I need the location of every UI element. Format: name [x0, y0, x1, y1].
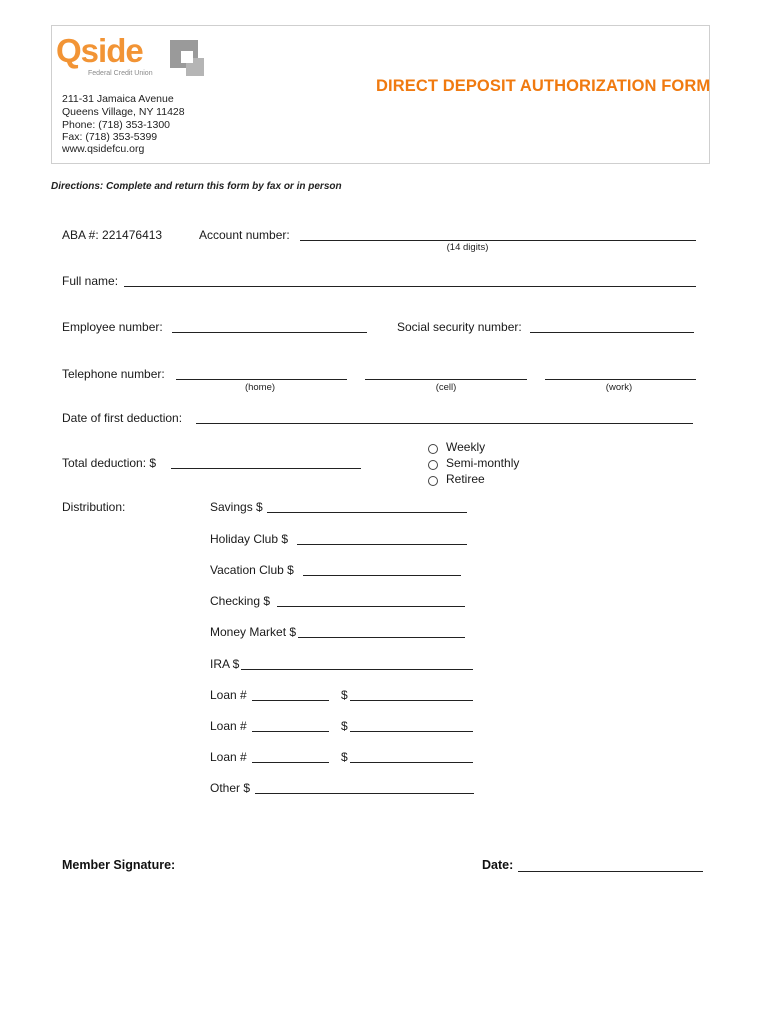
distribution-label: Distribution: — [62, 500, 126, 514]
member-signature-label: Member Signature: — [62, 858, 176, 872]
total-deduction-label: Total deduction: $ — [62, 456, 157, 470]
date-label: Date: — [482, 858, 514, 872]
telephone-label: Telephone number: — [62, 367, 165, 381]
retiree-radio[interactable] — [428, 476, 438, 486]
retiree-label: Retiree — [446, 472, 485, 486]
website-link[interactable]: www.qsidefcu.org — [62, 143, 145, 155]
phone-cell-caption: (cell) — [435, 382, 457, 393]
logo: Qside — [56, 32, 143, 69]
fax-line: Fax: (718) 353-5399 — [62, 131, 158, 143]
employee-number-field[interactable] — [172, 332, 367, 333]
loan-amount-field[interactable] — [350, 700, 473, 701]
logo-subtitle: Federal Credit Union — [88, 70, 153, 77]
other-label: Other $ — [210, 781, 251, 795]
first-deduction-field[interactable] — [196, 423, 693, 424]
account-number-label: Account number: — [199, 228, 290, 242]
money-market-label: Money Market $ — [210, 625, 297, 639]
phone-work-caption: (work) — [605, 382, 633, 393]
loan-amount-label: $ — [341, 688, 348, 702]
loan-number-field[interactable] — [252, 700, 329, 701]
checking-label: Checking $ — [210, 594, 271, 608]
semi-monthly-label: Semi-monthly — [446, 456, 520, 470]
ira-label: IRA $ — [210, 657, 240, 671]
loan-label: Loan # — [210, 688, 247, 702]
phone-line: Phone: (718) 353-1300 — [62, 119, 170, 131]
phone-home-field[interactable] — [176, 379, 347, 380]
loan-amount-label: $ — [341, 750, 348, 764]
loan-label: Loan # — [210, 750, 247, 764]
savings-label: Savings $ — [210, 500, 263, 514]
checking-field[interactable] — [277, 606, 465, 607]
phone-cell-field[interactable] — [365, 379, 527, 380]
full-name-field[interactable] — [124, 286, 696, 287]
date-field[interactable] — [518, 871, 703, 872]
holiday-club-field[interactable] — [297, 544, 467, 545]
logo-mark-icon-inner — [181, 51, 193, 63]
holiday-club-label: Holiday Club $ — [210, 532, 289, 546]
account-number-note: (14 digits) — [446, 242, 489, 253]
directions: Directions: Complete and return this form by fax or in person — [51, 181, 342, 192]
loan-label: Loan # — [210, 719, 247, 733]
weekly-radio[interactable] — [428, 444, 438, 454]
loan-amount-label: $ — [341, 719, 348, 733]
total-deduction-field[interactable] — [171, 468, 361, 469]
weekly-label: Weekly — [446, 440, 486, 454]
aba-number: ABA #: 221476413 — [62, 228, 163, 242]
vacation-club-field[interactable] — [303, 575, 461, 576]
other-field[interactable] — [255, 793, 474, 794]
employee-number-label: Employee number: — [62, 320, 163, 334]
full-name-label: Full name: — [62, 274, 119, 288]
address-line: 211-31 Jamaica Avenue — [62, 93, 174, 105]
savings-field[interactable] — [267, 512, 467, 513]
loan-number-field[interactable] — [252, 762, 329, 763]
account-number-field[interactable] — [300, 240, 696, 241]
phone-work-field[interactable] — [545, 379, 696, 380]
semi-monthly-radio[interactable] — [428, 460, 438, 470]
loan-amount-field[interactable] — [350, 731, 473, 732]
vacation-club-label: Vacation Club $ — [210, 563, 294, 577]
first-deduction-label: Date of first deduction: — [62, 411, 183, 425]
ira-field[interactable] — [241, 669, 473, 670]
money-market-field[interactable] — [298, 637, 465, 638]
form-title: DIRECT DEPOSIT AUTHORIZATION FORM — [376, 77, 711, 95]
ssn-label: Social security number: — [397, 320, 522, 334]
loan-number-field[interactable] — [252, 731, 329, 732]
loan-amount-field[interactable] — [350, 762, 473, 763]
ssn-field[interactable] — [530, 332, 694, 333]
address-line: Queens Village, NY 11428 — [62, 106, 185, 118]
phone-home-caption: (home) — [244, 382, 276, 393]
